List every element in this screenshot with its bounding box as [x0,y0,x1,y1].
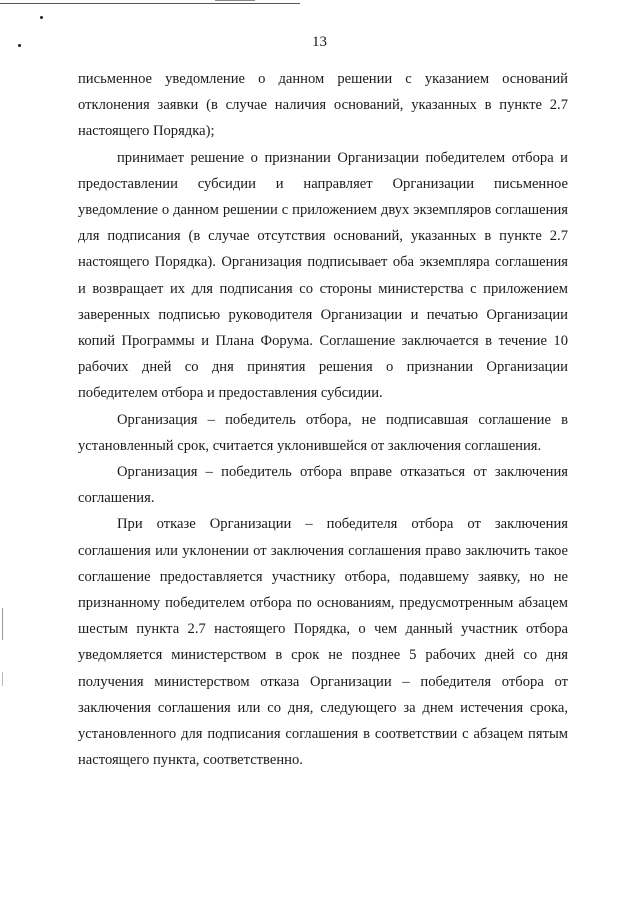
scan-margin-mark [2,672,3,686]
paragraph: принимает решение о признании Организации победителем отбора и предоставлении субсидии и направляет Организации письменное уведомление о данном решении с приложением двух экземпляров соглашения для подписания (в случае отсутствия оснований, указанных в пункте 2.7 настоящего Порядка). Организация подписывает оба экземпляра соглашения и возвращает их для подписания со стороны министерства с приложением заверенных подписью руководителя Организации и печатью Организации копий Программы и Плана Форума. Соглашение заключается в течение 10 рабочих дней со дня принятия решения о признании Организации победителем отбора и предоставления субсидии. [78,149,568,402]
scan-margin-mark [2,608,3,640]
paragraph: Организация – победитель отбора, не подписавшая соглашение в установленный срок, считается уклонившейся от заключения соглашения. [78,411,568,454]
paragraph: Организация – победитель отбора вправе отказаться от заключения соглашения. [78,464,568,507]
scan-edge-line [0,3,300,4]
document-body [78,66,568,773]
scan-speck [40,16,43,19]
paragraph: письменное уведомление о данном решении с указанием оснований отклонения заявки (в случае наличия оснований, указанных в пункте 2.7 настоящего Порядка); [78,71,568,140]
paragraph: При отказе Организации – победителя отбора от заключения соглашения или уклонении от заключения соглашения право заключить такое соглашение предоставляется участнику отбора, подавшему заявку, но не признанному победителем отбора по основаниям, предусмотренным абзацем шестым пункта 2.7 настоящего Порядка, о чем данный участник отбора уведомляется министерством в срок не позднее 5 рабочих дней со дня получения министерством отказа Организации – победителя отбора от заключения соглашения или со дня, следующего за днем истечения срока, установленного для подписания соглашения в соответствии с абзацем пятым настоящего пункта, соответственно. [78,516,568,769]
scan-edge-line-short [215,0,255,1]
page-number: 13 [312,34,327,50]
